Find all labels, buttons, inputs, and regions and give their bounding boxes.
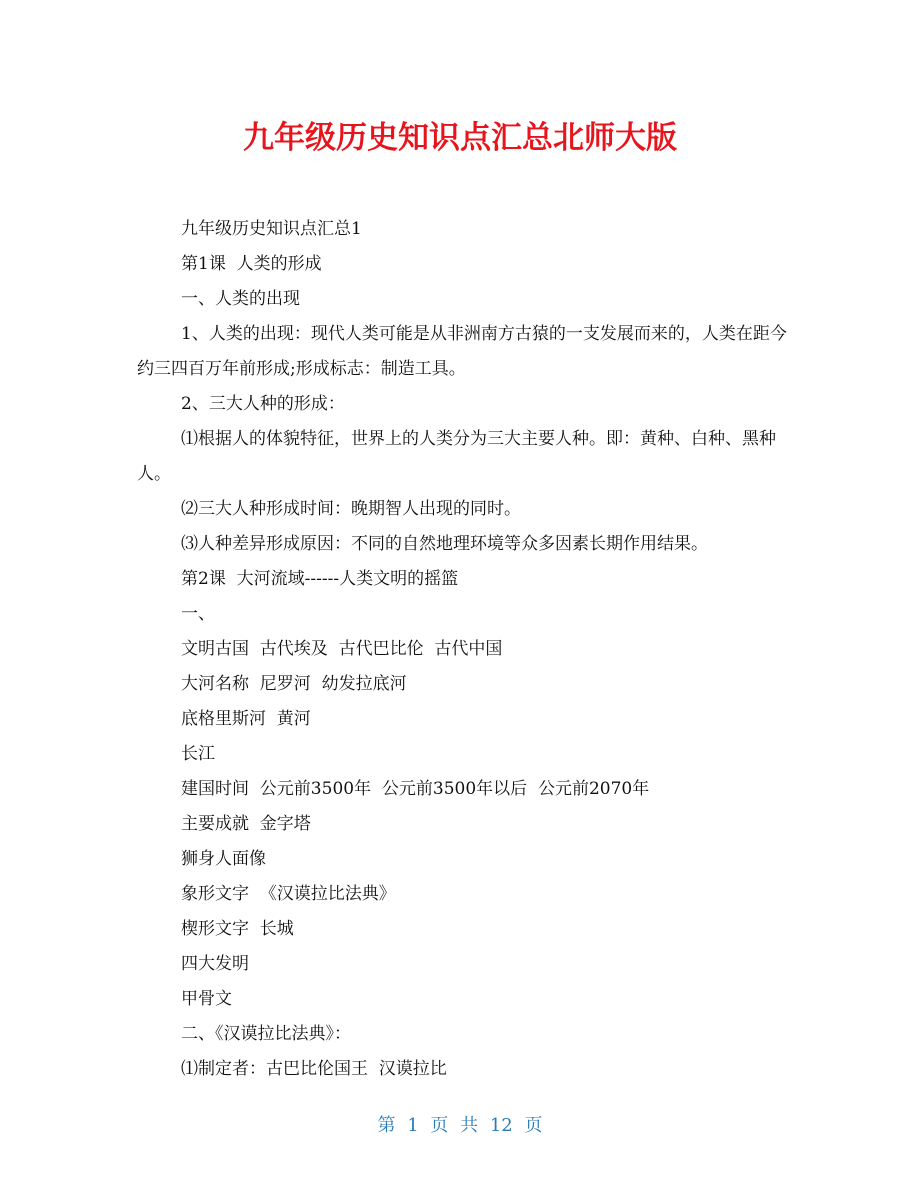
paragraph: 楔形文字 长城: [181, 919, 294, 939]
paragraph: 第1课 人类的形成: [181, 254, 322, 274]
paragraph: 大河名称 尼罗河 幼发拉底河: [181, 674, 407, 694]
paragraph: 二、《汉谟拉比法典》：: [181, 1024, 351, 1044]
paragraph: 狮身人面像: [181, 849, 266, 869]
paragraph: 主要成就 金字塔: [181, 814, 311, 834]
paragraph: 长江: [181, 744, 215, 764]
paragraph: 甲骨文: [181, 989, 232, 1009]
paragraph: 建国时间 公元前3500年 公元前3500年以后 公元前2070年: [181, 779, 650, 799]
paragraph: 九年级历史知识点汇总1: [181, 219, 362, 239]
document-body: [137, 212, 797, 1087]
paragraph: 一、: [181, 604, 215, 624]
paragraph: 2、三大人种的形成：: [181, 394, 345, 414]
paragraph: 象形文字 《汉谟拉比法典》: [181, 884, 396, 904]
paragraph: ⑴根据人的体貌特征，世界上的人类分为三大主要人种。即：黄种、白种、黑种人。: [137, 429, 776, 484]
paragraph: ⑴制定者：古巴比伦国王 汉谟拉比: [181, 1059, 447, 1079]
paragraph: 文明古国 古代埃及 古代巴比伦 古代中国: [181, 639, 503, 659]
paragraph: 四大发明: [181, 954, 249, 974]
paragraph: 一、人类的出现: [181, 289, 300, 309]
paragraph: 第2课 大河流域------人类文明的摇篮: [181, 569, 459, 589]
paragraph: ⑵三大人种形成时间：晚期智人出现的同时。: [181, 499, 521, 519]
page-number-footer: 第 1 页 共 12 页: [377, 1115, 543, 1136]
paragraph: ⑶人种差异形成原因：不同的自然地理环境等众多因素长期作用结果。: [181, 534, 708, 554]
paragraph: 1、人类的出现：现代人类可能是从非洲南方古猿的一支发展而来的，人类在距今约三四百万年前形成;形成标志：制造工具。: [137, 324, 787, 379]
paragraph: 底格里斯河 黄河: [181, 709, 311, 729]
document-title: 九年级历史知识点汇总北师大版: [243, 120, 677, 156]
